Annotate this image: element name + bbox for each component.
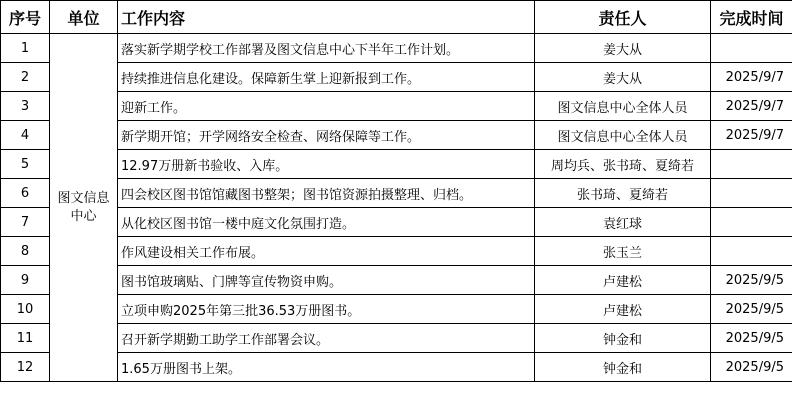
owner-cell: 姜大从 — [535, 63, 711, 92]
date-cell: 2025/9/5 — [711, 324, 792, 353]
owner-cell: 张玉兰 — [535, 237, 711, 266]
date-cell: 2025/9/5 — [711, 266, 792, 295]
date-cell: 2025/9/5 — [711, 295, 792, 324]
table-row — [1, 208, 792, 237]
date-cell — [711, 34, 792, 63]
row-number: 10 — [1, 295, 50, 324]
owner-cell: 周均兵、张书琦、夏绮若 — [535, 150, 711, 179]
table-row — [1, 237, 792, 266]
table-row — [1, 324, 792, 353]
row-number: 5 — [1, 150, 50, 179]
task-cell: 持续推进信息化建设。保障新生掌上迎新报到工作。 — [118, 63, 535, 92]
row-number: 8 — [1, 237, 50, 266]
date-cell — [711, 179, 792, 208]
header-task: 工作内容 — [118, 1, 535, 34]
table-row — [1, 266, 792, 295]
owner-cell: 袁红球 — [535, 208, 711, 237]
date-cell: 2025/9/5 — [711, 353, 792, 382]
row-number: 7 — [1, 208, 50, 237]
task-cell: 落实新学期学校工作部署及图文信息中心下半年工作计划。 — [118, 34, 535, 63]
table-row — [1, 353, 792, 382]
owner-cell: 图文信息中心全体人员 — [535, 92, 711, 121]
task-cell: 从化校区图书馆一楼中庭文化氛围打造。 — [118, 208, 535, 237]
table-body — [1, 34, 792, 382]
date-cell: 2025/9/7 — [711, 63, 792, 92]
table-row — [1, 92, 792, 121]
task-cell: 作风建设相关工作布展。 — [118, 237, 535, 266]
table-row — [1, 34, 792, 63]
task-cell: 12.97万册新书验收、入库。 — [118, 150, 535, 179]
row-number: 9 — [1, 266, 50, 295]
owner-cell: 卢建松 — [535, 266, 711, 295]
owner-cell: 卢建松 — [535, 295, 711, 324]
owner-cell: 钟金和 — [535, 353, 711, 382]
row-number: 1 — [1, 34, 50, 63]
header-owner: 责任人 — [535, 1, 711, 34]
row-number: 6 — [1, 179, 50, 208]
table-row — [1, 150, 792, 179]
task-cell: 新学期开馆；开学网络安全检查、网络保障等工作。 — [118, 121, 535, 150]
header-no: 序号 — [1, 1, 50, 34]
row-number: 4 — [1, 121, 50, 150]
unit-cell: 图文信息中心 — [50, 34, 118, 382]
date-cell — [711, 237, 792, 266]
header-date: 完成时间 — [711, 1, 792, 34]
task-cell: 召开新学期勤工助学工作部署会议。 — [118, 324, 535, 353]
task-cell: 迎新工作。 — [118, 92, 535, 121]
date-cell: 2025/9/7 — [711, 92, 792, 121]
owner-cell: 张书琦、夏绮若 — [535, 179, 711, 208]
task-cell: 四会校区图书馆馆藏图书整架；图书馆资源拍摄整理、归档。 — [118, 179, 535, 208]
header-unit: 单位 — [50, 1, 118, 34]
row-number: 12 — [1, 353, 50, 382]
table-row — [1, 179, 792, 208]
task-cell: 1.65万册图书上架。 — [118, 353, 535, 382]
owner-cell: 图文信息中心全体人员 — [535, 121, 711, 150]
table-row — [1, 295, 792, 324]
table-row — [1, 121, 792, 150]
date-cell — [711, 208, 792, 237]
task-cell: 立项申购2025年第三批36.53万册图书。 — [118, 295, 535, 324]
owner-cell: 姜大从 — [535, 34, 711, 63]
row-number: 2 — [1, 63, 50, 92]
header-row — [1, 1, 792, 34]
date-cell — [711, 150, 792, 179]
row-number: 3 — [1, 92, 50, 121]
date-cell: 2025/9/7 — [711, 121, 792, 150]
owner-cell: 钟金和 — [535, 324, 711, 353]
task-cell: 图书馆玻璃贴、门牌等宣传物资申购。 — [118, 266, 535, 295]
table-row — [1, 63, 792, 92]
row-number: 11 — [1, 324, 50, 353]
